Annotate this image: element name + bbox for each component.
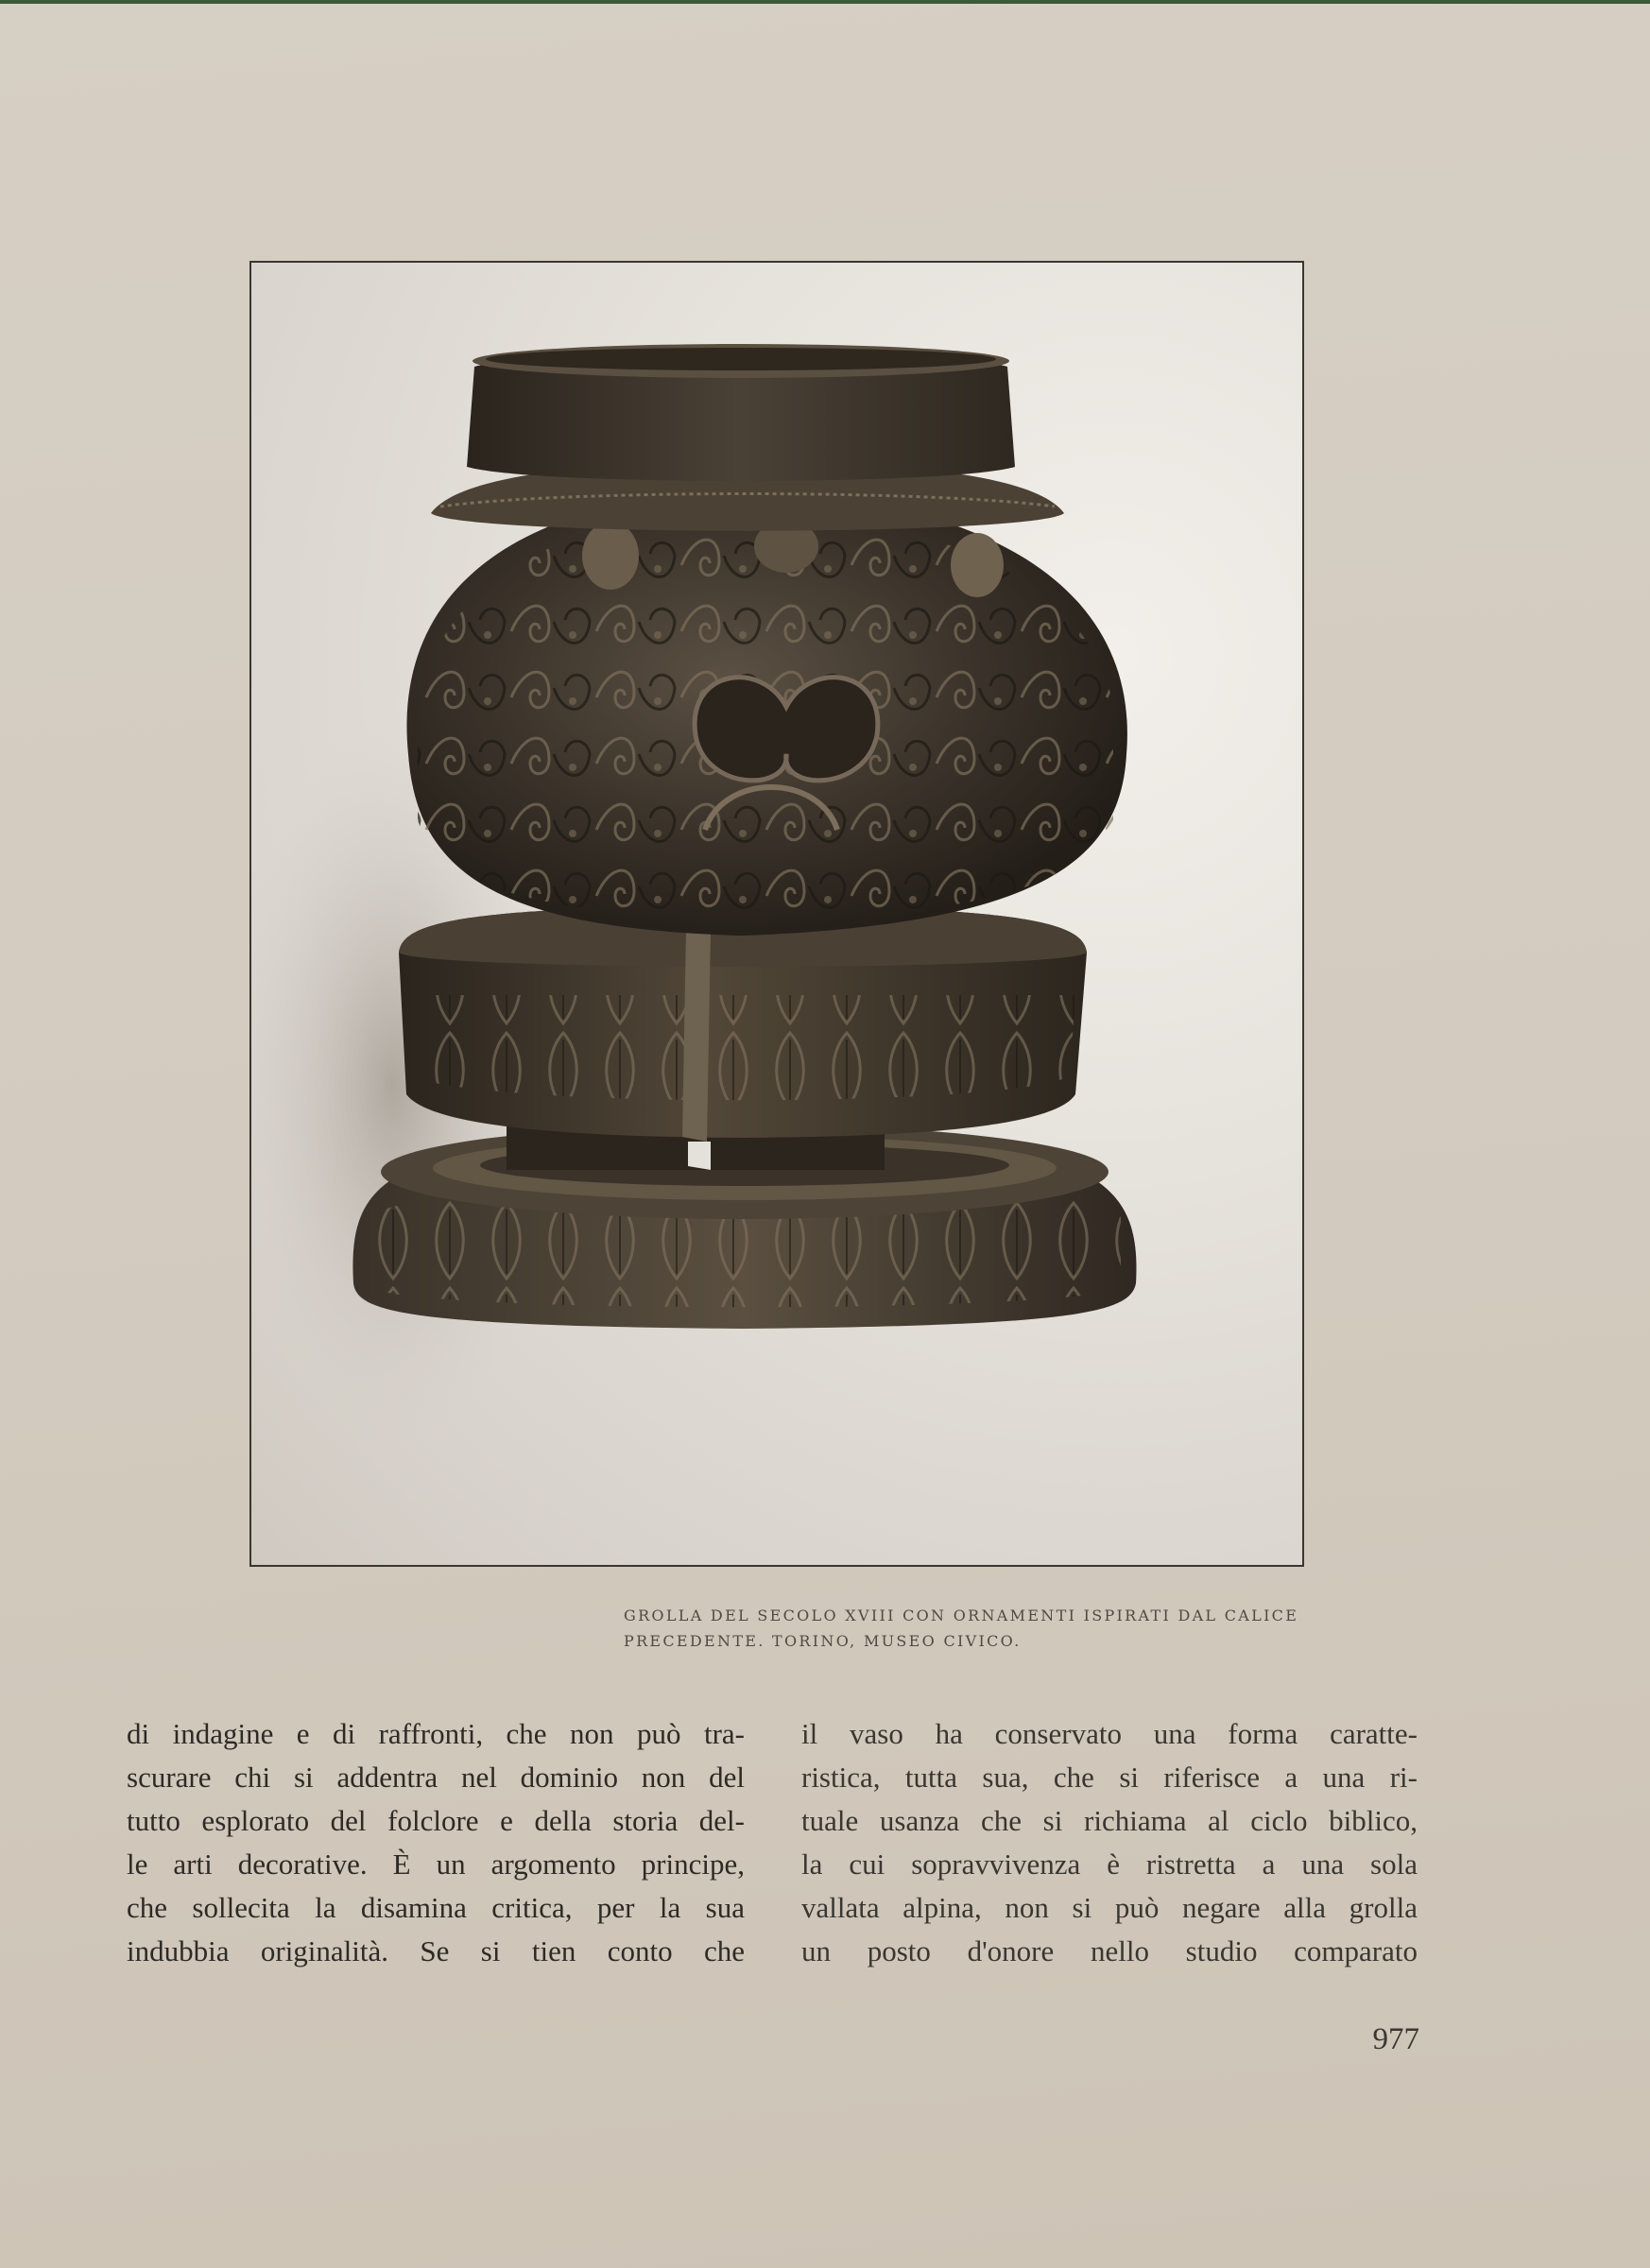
- caption-line-1: GROLLA DEL SECOLO XVIII CON ORNAMENTI ISPIRATI DAL CALICE: [624, 1606, 1299, 1624]
- right-line-3: tuale usanza che si richiama al ciclo biblico,: [801, 1804, 1418, 1837]
- grolla-photograph: [251, 263, 1302, 1565]
- photograph-frame: [249, 261, 1304, 1567]
- caption-line-2: PRECEDENTE. TORINO, MUSEO CIVICO.: [624, 1632, 1022, 1650]
- page-number: 977: [1372, 2022, 1419, 2056]
- left-text-column: [127, 1712, 745, 1973]
- right-line-2: ristica, tutta sua, che si riferisce a una ri-: [801, 1761, 1418, 1794]
- right-line-6: un posto d'onore nello studio comparato: [801, 1934, 1418, 1967]
- figure-caption: [624, 1603, 1323, 1654]
- right-line-1: il vaso ha conservato una forma caratte-: [801, 1717, 1418, 1750]
- right-text-column: [801, 1712, 1418, 1973]
- left-line-2: scurare chi si addentra nel dominio non del: [127, 1761, 745, 1794]
- left-line-3: tutto esplorato del folclore e della storia del-: [127, 1804, 745, 1837]
- right-line-4: la cui sopravvivenza è ristretta a una sola: [801, 1847, 1418, 1881]
- left-line-1: di indagine e di raffronti, che non può tra-: [127, 1717, 745, 1750]
- left-line-6: indubbia originalità. Se si tien conto che: [127, 1934, 745, 1967]
- right-line-5: vallata alpina, non si può negare alla grolla: [801, 1891, 1418, 1924]
- left-line-5: che sollecita la disamina critica, per la sua: [127, 1891, 745, 1924]
- top-edge-band: [0, 0, 1650, 4]
- left-line-4: le arti decorative. È un argomento principe,: [127, 1847, 745, 1881]
